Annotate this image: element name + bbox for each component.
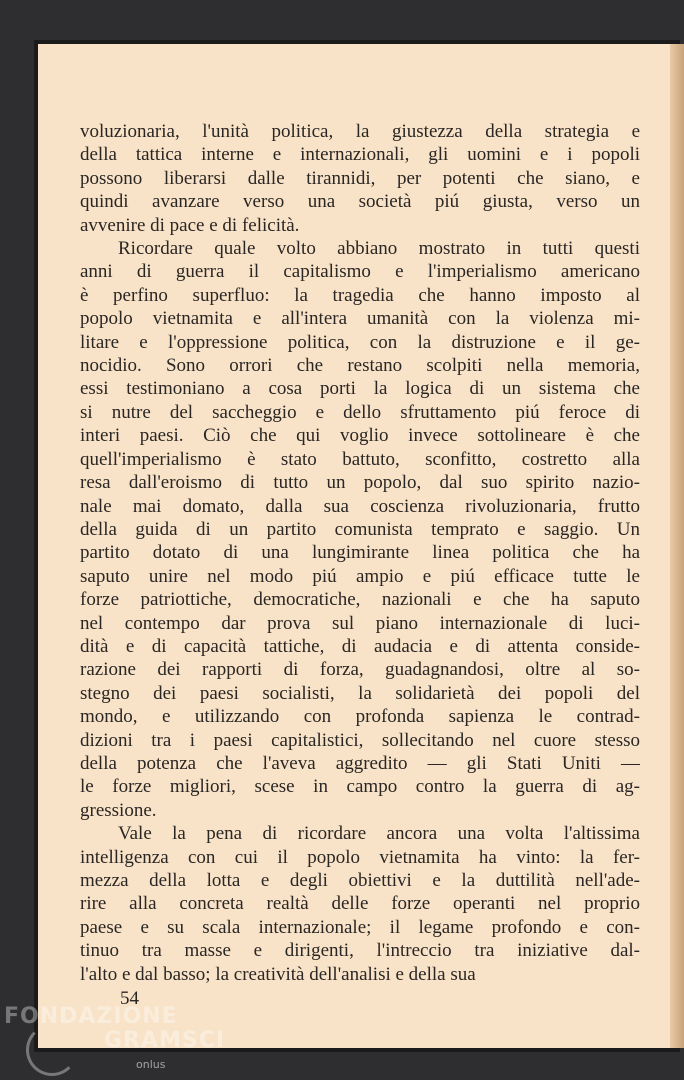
text-line: rire alla concreta realtà delle forze operanti nel proprio	[80, 893, 640, 915]
text-line: è perfino superfluo: la tragedia che hanno imposto al	[80, 284, 640, 306]
watermark	[4, 1004, 226, 1071]
text-line: forze patriottiche, democratiche, nazionali e che ha saputo	[80, 589, 640, 611]
text-line: litare e l'oppressione politica, con la distruzione e il ge-	[80, 331, 640, 353]
text-line: mezza della lotta e degli obiettivi e la duttilità nell'ade-	[80, 870, 640, 891]
paragraph-3	[80, 822, 640, 986]
watermark-line-2: GRAMSCI	[104, 1028, 226, 1053]
text-line: della guida di un partito comunista temprato e saggio. Un	[80, 518, 640, 540]
text-line: partito dotato di una lungimirante linea politica che ha	[80, 542, 640, 564]
body-text	[80, 120, 640, 986]
text-line: Ricordare quale volto abbiano mostrato in tutti questi	[118, 238, 640, 260]
text-line: interi paesi. Ciò che qui voglio invece sottolineare è che	[80, 425, 640, 447]
text-line: Vale la pena di ricordare ancora una volta l'altissima	[118, 823, 640, 845]
text-line: le forze migliori, scese in campo contro la guerra di ag-	[80, 776, 640, 798]
text-line: gressione.	[80, 799, 157, 821]
text-line: avvenire di pace e di felicità.	[80, 214, 300, 236]
text-line: intelligenza con cui il popolo vietnamita ha vinto: la fer-	[80, 846, 640, 868]
text-line: dità e di capacità tattiche, di audacia e di attenta conside-	[80, 635, 640, 657]
text-line: possono liberarsi dalle tirannidi, per potenti che siano, e	[80, 167, 640, 189]
text-line: saputo unire nel modo piú ampio e piú efficace tutte le	[80, 565, 640, 587]
text-line: paese e su scala internazionale; il legame profondo e con-	[80, 916, 640, 938]
text-line: tinuo tra masse e dirigenti, l'intreccio tra iniziative dal-	[80, 940, 640, 962]
text-line: dizioni tra i paesi capitalistici, sollecitando nel cuore stesso	[80, 729, 640, 751]
paragraph-2	[80, 237, 640, 822]
watermark-line-1: FONDAZIONE	[4, 1004, 178, 1029]
text-line: della tattica interne e internazionali, gli uomini e i popoli	[80, 144, 640, 166]
text-line: stegno dei paesi socialisti, la solidarietà dei popoli del	[80, 682, 640, 704]
text-line: della potenza che l'aveva aggredito — gli Stati Uniti —	[80, 752, 640, 774]
text-line: essi testimoniano a cosa porti la logica di un sistema che	[80, 378, 640, 400]
text-line: nel contempo dar prova sul piano internazionale di luci-	[80, 612, 640, 634]
text-line: popolo vietnamita e all'intera umanità con la violenza mi-	[80, 308, 640, 330]
text-line: resa dall'eroismo di tutto un popolo, dal suo spirito nazio-	[80, 472, 640, 494]
text-line: mondo, e utilizzando con profonda sapienza le contrad-	[80, 706, 640, 728]
page-edge	[670, 44, 684, 1048]
text-line: quindi avanzare verso una società piú giusta, verso un	[80, 191, 640, 213]
paragraph-1	[80, 120, 640, 237]
watermark-line-3: onlus	[136, 1058, 166, 1071]
text-line: anni di guerra il capitalismo e l'imperialismo americano	[80, 261, 640, 283]
text-line: nocidio. Sono orrori che restano scolpiti nella memoria,	[80, 355, 640, 377]
text-line: voluzionaria, l'unità politica, la giustezza della strategia e	[80, 121, 640, 142]
text-line: quell'imperialismo è stato battuto, sconfitto, costretto alla	[80, 448, 640, 470]
page-number: 54	[120, 988, 139, 1009]
text-line: si nutre del saccheggio e dello sfruttamento piú feroce di	[80, 401, 640, 423]
text-line: l'alto e dal basso; la creatività dell'analisi e della sua	[80, 963, 476, 985]
text-line: razione dei rapporti di forza, guadagnandosi, oltre al so-	[80, 659, 640, 681]
text-line: nale mai domato, dalla sua coscienza rivoluzionaria, frutto	[80, 495, 640, 517]
